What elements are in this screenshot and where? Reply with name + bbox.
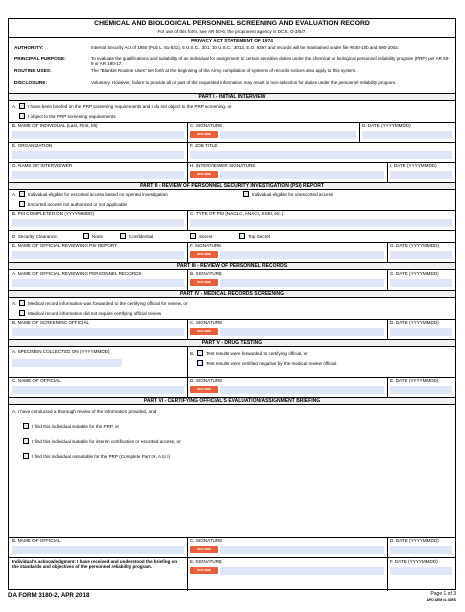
part1-interviewer-date-label: I. DATE (YYYYMMDD) <box>390 163 437 168</box>
part3-official-field[interactable] <box>12 279 184 287</box>
part6-official-label: B. NAME OF OFFICIAL <box>12 538 61 543</box>
part4-forwarded-text: Medical record information was forwarded to the certifying official for review, or <box>28 301 188 306</box>
part5-date-label: E. DATE (YYYYMMDD) <box>390 378 439 383</box>
part1-agree-text: I have been briefed on the PRP screening requirements and I do not object to the PRP screening, or <box>28 104 232 109</box>
divider <box>387 537 388 591</box>
clearance-confidential-text: Confidential <box>129 234 154 239</box>
part4-not-required-text: Medical record information did not require certifying official review <box>28 311 162 316</box>
part4-sign-button[interactable]: SIGN HERE <box>190 328 218 335</box>
divider <box>9 557 455 558</box>
part5-specimen-field[interactable] <box>12 359 122 367</box>
part2-psi-type-label: C. TYPE OF PSI (NACLC, ANACI, SSBI, etc.): <box>190 211 285 216</box>
part1-org-field[interactable] <box>12 151 184 159</box>
part2-escorted-text: Individual eligible for escorted access based on opened investigation <box>28 192 168 197</box>
divider <box>387 242 388 262</box>
clearance-secret-checkbox[interactable] <box>190 233 196 239</box>
part4-date-field[interactable] <box>390 328 452 336</box>
part2-clearance-label: D. Security Clearance: <box>12 234 58 239</box>
authority-label: AUTHORITY: <box>14 46 44 51</box>
divider <box>187 537 188 591</box>
part1-date-field[interactable] <box>362 131 452 139</box>
part2-unescorted-text: Individual eligible for unescorted access <box>252 192 334 197</box>
part4-date-label: D. DATE (YYYYMMDD) <box>390 320 439 325</box>
part1-object-text: I object to the PRP screening requirements <box>28 114 116 119</box>
part5-forwarded-text: Test results were forwarded to certifying official, or <box>206 351 308 356</box>
part1-org-label: E. ORGANIZATION <box>12 143 53 148</box>
part6-acknowledgment-text: Individual's acknowledgment: I have received and understood the briefing on the standards and objectives of the personnel reliability program. <box>12 559 178 570</box>
purpose-text: To evaluate the qualifications and suitability of an individual for assignment to certain sensitive duties under the chemical or biological personnel reliability program (PRP) per AR 50-6 or AR 190-17. <box>91 56 450 67</box>
part2-date-field[interactable] <box>390 251 452 259</box>
part1-object-checkbox[interactable] <box>19 113 25 119</box>
part6-ack-signature-label: E. SIGNATURE <box>190 559 223 564</box>
part6-sign-button[interactable]: SIGN HERE <box>190 546 218 553</box>
divider <box>387 377 388 397</box>
part1-name-label: B. NAME OF INDIVIDUAL (Last, First, MI) <box>12 123 98 128</box>
part2-sign-button[interactable]: SIGN HERE <box>190 251 218 258</box>
part1-job-field[interactable] <box>190 151 452 159</box>
part4-official-field[interactable] <box>12 328 184 336</box>
part6-unsuitable-text: I find this individual unsuitable for the PRP (Complete Part IX, A to I) <box>32 454 171 459</box>
form-version: APD AEM v1.02ES <box>426 598 456 602</box>
page-number: Page 1 of 3 <box>430 591 456 597</box>
divider <box>387 319 388 339</box>
part6-ack-date-label: F. DATE (YYYYMMDD) <box>390 559 438 564</box>
part1-a-label: A. <box>12 104 17 109</box>
part6-suitable-checkbox[interactable] <box>23 423 29 429</box>
part3-date-label: C. DATE (YYYYMMDD) <box>390 271 439 276</box>
part5-b-label: B. <box>190 351 195 356</box>
part2-official-field[interactable] <box>12 251 184 259</box>
part5-sign-button[interactable]: SIGN HERE <box>190 386 218 393</box>
part6-unsuitable-checkbox[interactable] <box>23 453 29 459</box>
part1-signature-field[interactable] <box>220 131 356 139</box>
part2-escorted-checkbox[interactable] <box>19 191 25 197</box>
purpose-label: PRINCIPAL PURPOSE: <box>14 57 66 62</box>
part2-official-label: E. NAME OF OFFICIAL REVIEWING PSI REPORT <box>12 243 117 248</box>
form <box>8 18 456 590</box>
form-id: DA FORM 3180-2, APR 2018 <box>8 592 90 599</box>
divider <box>9 537 455 538</box>
part2-signature-label: F. SIGNATURE <box>190 243 222 248</box>
divider <box>9 37 455 38</box>
part6-date-field[interactable] <box>390 546 452 554</box>
part2-psi-type-field[interactable] <box>190 219 452 227</box>
part1-interviewer-field[interactable] <box>12 171 184 179</box>
part5-negative-text: Test results were certified negative by the medical review official. <box>206 361 338 366</box>
clearance-confidential-checkbox[interactable] <box>120 233 126 239</box>
part1-sign-button[interactable]: SIGN HERE <box>190 131 218 138</box>
part1-interviewer-signature-field[interactable] <box>220 171 384 179</box>
part3-heading: PART III - REVIEW OF PERSONNEL RECORDS <box>9 262 455 270</box>
part1-interviewer-label: G. NAME OF INTERVIEWER <box>12 163 73 168</box>
part6-heading: PART VI - CERTIFYING OFFICIAL'S EVALUATION/ASSIGNMENT BRIEFING <box>9 397 455 405</box>
part5-official-field[interactable] <box>12 386 184 394</box>
part6-suitable-text: I find this individual suitable for the PRP, or <box>32 424 119 429</box>
part2-signature-field[interactable] <box>220 251 384 259</box>
part6-date-label: D. DATE (YYYYMMDD) <box>390 538 439 543</box>
divider <box>9 142 455 143</box>
form-subtitle: For use of this form, see AR 50-6; the proponent agency is DCS, G-3/5/7. <box>157 29 307 34</box>
part3-signature-field[interactable] <box>220 279 384 287</box>
part6-review-text: A. I have conducted a thorough review of the information provided, and <box>12 409 157 414</box>
part5-heading: PART V - DRUG TESTING <box>9 339 455 347</box>
part3-official-label: A. NAME OF OFFICIAL REVIEWING PERSONNEL RECORDS <box>12 271 142 276</box>
privacy-heading: PRIVACY ACT STATEMENT OF 1974 <box>191 39 273 44</box>
clearance-none-checkbox[interactable] <box>83 233 89 239</box>
part1-name-field[interactable] <box>12 131 184 139</box>
part2-psi-completed-label: B. PSI COMPLETED ON (YYYYMMDD) <box>12 211 94 216</box>
part5-forwarded-checkbox[interactable] <box>197 350 203 356</box>
divider <box>359 122 360 142</box>
part4-forwarded-checkbox[interactable] <box>19 300 25 306</box>
part4-signature-field[interactable] <box>220 328 384 336</box>
divider <box>387 270 388 290</box>
part5-date-field[interactable] <box>390 386 452 394</box>
form-title: CHEMICAL AND BIOLOGICAL PERSONNEL SCREENING AND EVALUATION RECORD <box>94 20 370 27</box>
clearance-top-secret-checkbox[interactable] <box>239 233 245 239</box>
part5-negative-checkbox[interactable] <box>197 360 203 366</box>
part4-signature-label: C. SIGNATURE <box>190 320 223 325</box>
part2-date-label: G. DATE (YYYYMMDD) <box>390 243 439 248</box>
part3-date-field[interactable] <box>390 279 452 287</box>
divider <box>387 162 388 182</box>
part5-official-label: C. NAME OF OFFICIAL <box>12 378 61 383</box>
divider <box>187 319 188 339</box>
part3-sign-button[interactable]: SIGN HERE <box>190 279 218 286</box>
divider <box>187 242 188 262</box>
divider <box>9 230 455 231</box>
part1-interviewer-date-field[interactable] <box>390 171 452 179</box>
routine-label: ROUTINE USES: <box>14 69 52 74</box>
part5-signature-label: D. SIGNATURE <box>190 378 223 383</box>
part1-interviewer-sign-button[interactable]: SIGN HERE <box>190 171 218 178</box>
part1-date-label: D. DATE (YYYYMMDD) <box>362 123 411 128</box>
part6-signature-label: C. SIGNATURE <box>190 538 223 543</box>
authority-text: Internal Security Act of 1950 (Pub L. 81-831), 5 U.S.C., 301, 10 U.S.C., 3013, E.O. 9397 and records will be maintained under file #640-10b and 690-200a. <box>91 45 399 50</box>
part2-unescorted-checkbox[interactable] <box>243 191 249 197</box>
divider <box>187 210 188 230</box>
divider <box>187 122 188 182</box>
part4-a-label: A. <box>12 301 17 306</box>
part6-interim-checkbox[interactable] <box>23 438 29 444</box>
part5-signature-field[interactable] <box>220 386 384 394</box>
part2-not-authorized-checkbox[interactable] <box>19 201 25 207</box>
clearance-top-secret-text: Top Secret <box>248 234 270 239</box>
part4-not-required-checkbox[interactable] <box>19 310 25 316</box>
divider <box>187 270 188 290</box>
part2-psi-completed-field[interactable] <box>12 219 184 227</box>
part4-heading: PART IV - MEDICAL RECORDS SCREENING <box>9 290 455 298</box>
disclosure-text: Voluntary. However, failure to provide all or part of the requested information may result in non-selection for duties under the personnel reliability program. <box>91 80 397 85</box>
part6-signature-field[interactable] <box>220 546 384 554</box>
disclosure-label: DISCLOSURE: <box>14 81 48 86</box>
part4-official-label: B. NAME OF SCREENING OFFICIAL <box>12 320 90 325</box>
part1-job-label: F. JOB TITLE <box>190 143 218 148</box>
part6-ack-date-field[interactable] <box>390 567 452 575</box>
part2-not-authorized-text: Escorted access not authorized or not applicable <box>28 202 128 207</box>
part1-heading: PART I - INITIAL INTERVIEW <box>9 93 455 101</box>
part3-signature-label: B. SIGNATURE <box>190 271 223 276</box>
part1-interviewer-signature-label: H. INTERVIEWER SIGNATURE <box>190 163 256 168</box>
part1-agree-checkbox[interactable] <box>19 103 25 109</box>
clearance-secret-text: Secret <box>199 234 213 239</box>
part5-specimen-label: A. SPECIMEN COLLECTED ON (YYYYMMDD) <box>12 349 110 354</box>
part6-ack-sign-button[interactable]: SIGN HERE <box>190 567 218 574</box>
divider <box>9 377 455 378</box>
part6-ack-signature-field[interactable] <box>220 567 384 575</box>
part2-heading: PART II - REVIEW OF PERSONNEL SECURITY INVESTIGATION (PSI) REPORT <box>9 182 455 190</box>
part6-interim-text: I find this individual suitable for interim certification or escorted access, or <box>32 439 181 444</box>
part1-signature-label: C. SIGNATURE <box>190 123 223 128</box>
part2-a-label: A. <box>12 192 17 197</box>
divider <box>187 347 188 397</box>
routine-text: The "Blanket Routine Uses" set forth at the beginning of the Army compilation of systems of records notices also apply to this system. <box>91 68 357 73</box>
clearance-none-text: None <box>92 234 103 239</box>
part6-official-field[interactable] <box>12 546 184 554</box>
